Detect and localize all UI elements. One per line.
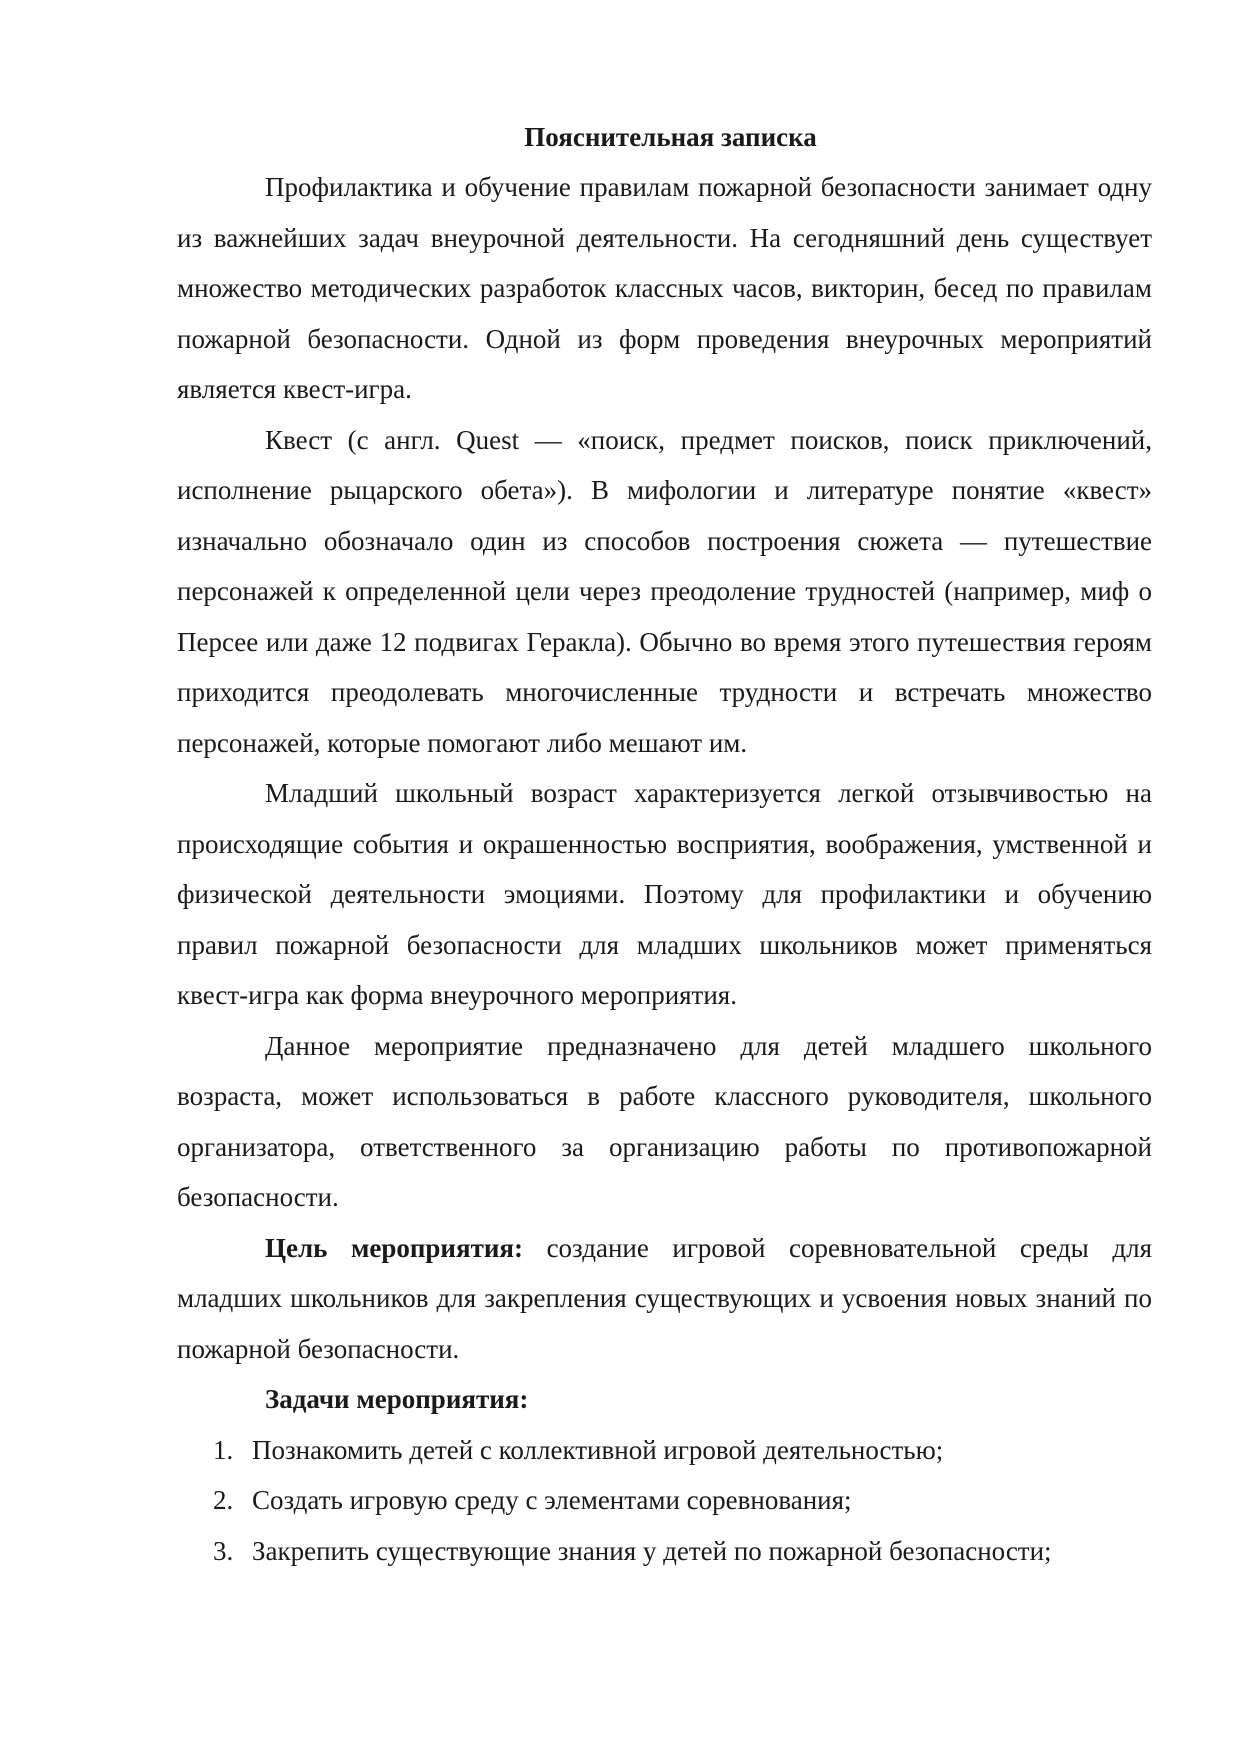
document-page: [177, 112, 1152, 1576]
paragraph-audience: Данное мероприятие предназначено для детей младшего школьного возраста, может использоваться в работе классного руководителя, школьного организатора, ответственного за организацию работы по противопожарной безопасности.: [177, 1030, 1152, 1212]
list-item-text: Создать игровую среду с элементами соревнования;: [252, 1485, 852, 1515]
list-item-text: Закрепить существующие знания у детей по пожарной безопасности;: [252, 1535, 1052, 1566]
list-item: [177, 1425, 1152, 1476]
tasks-list: [177, 1425, 1152, 1577]
list-item-number: 2.: [213, 1485, 234, 1515]
paragraph-prevention: Профилактика и обучение правилам пожарной безопасности занимает одну из важнейших задач внеурочной деятельности. На сегодняшний день существует множество методических разработок классных часов, викторин, бесед по правилам пожарной безопасности. Одной из форм проведения внеурочных мероприятий является квест-игра.: [177, 172, 1152, 404]
list-item-number: 3.: [213, 1535, 234, 1566]
list-item: [177, 1526, 1152, 1577]
list-item-text: Познакомить детей с коллективной игровой деятельностью;: [252, 1434, 944, 1465]
tasks-heading: Задачи мероприятия:: [265, 1384, 529, 1414]
paragraph-age-characteristics: Младший школьный возраст характеризуется легкой отзывчивостью на происходящие события и окрашенностью восприятия, воображения, умственной и физической деятельности эмоциями. Поэтому для профилактики и обучению правил пожарной безопасности для младших школьников может применяться квест-игра как форма внеурочного мероприятия.: [177, 778, 1152, 1010]
list-item-number: 1.: [213, 1434, 234, 1465]
list-item: [177, 1475, 1152, 1526]
goal-text: создание игровой соревновательной среды для младших школьников для закрепления существующих и усвоения новых знаний по пожарной безопасности.: [177, 1232, 1152, 1364]
goal-label: Цель мероприятия:: [265, 1232, 524, 1263]
page-title: Пояснительная записка: [524, 122, 817, 152]
paragraph-quest-definition: Квест (с англ. Quest — «поиск, предмет поисков, поиск приключений, исполнение рыцарского обета»). В мифологии и литературе понятие «квест» изначально обозначало один из способов построения сюжета — путешествие персонажей к определенной цели через преодоление трудностей (например, миф о Персее или даже 12 подвигах Геракла). Обычно во время этого путешествия героям приходится преодолевать многочисленные трудности и встречать множество персонажей, которые помогают либо мешают им.: [177, 424, 1152, 758]
goal-paragraph: [177, 1223, 1152, 1375]
